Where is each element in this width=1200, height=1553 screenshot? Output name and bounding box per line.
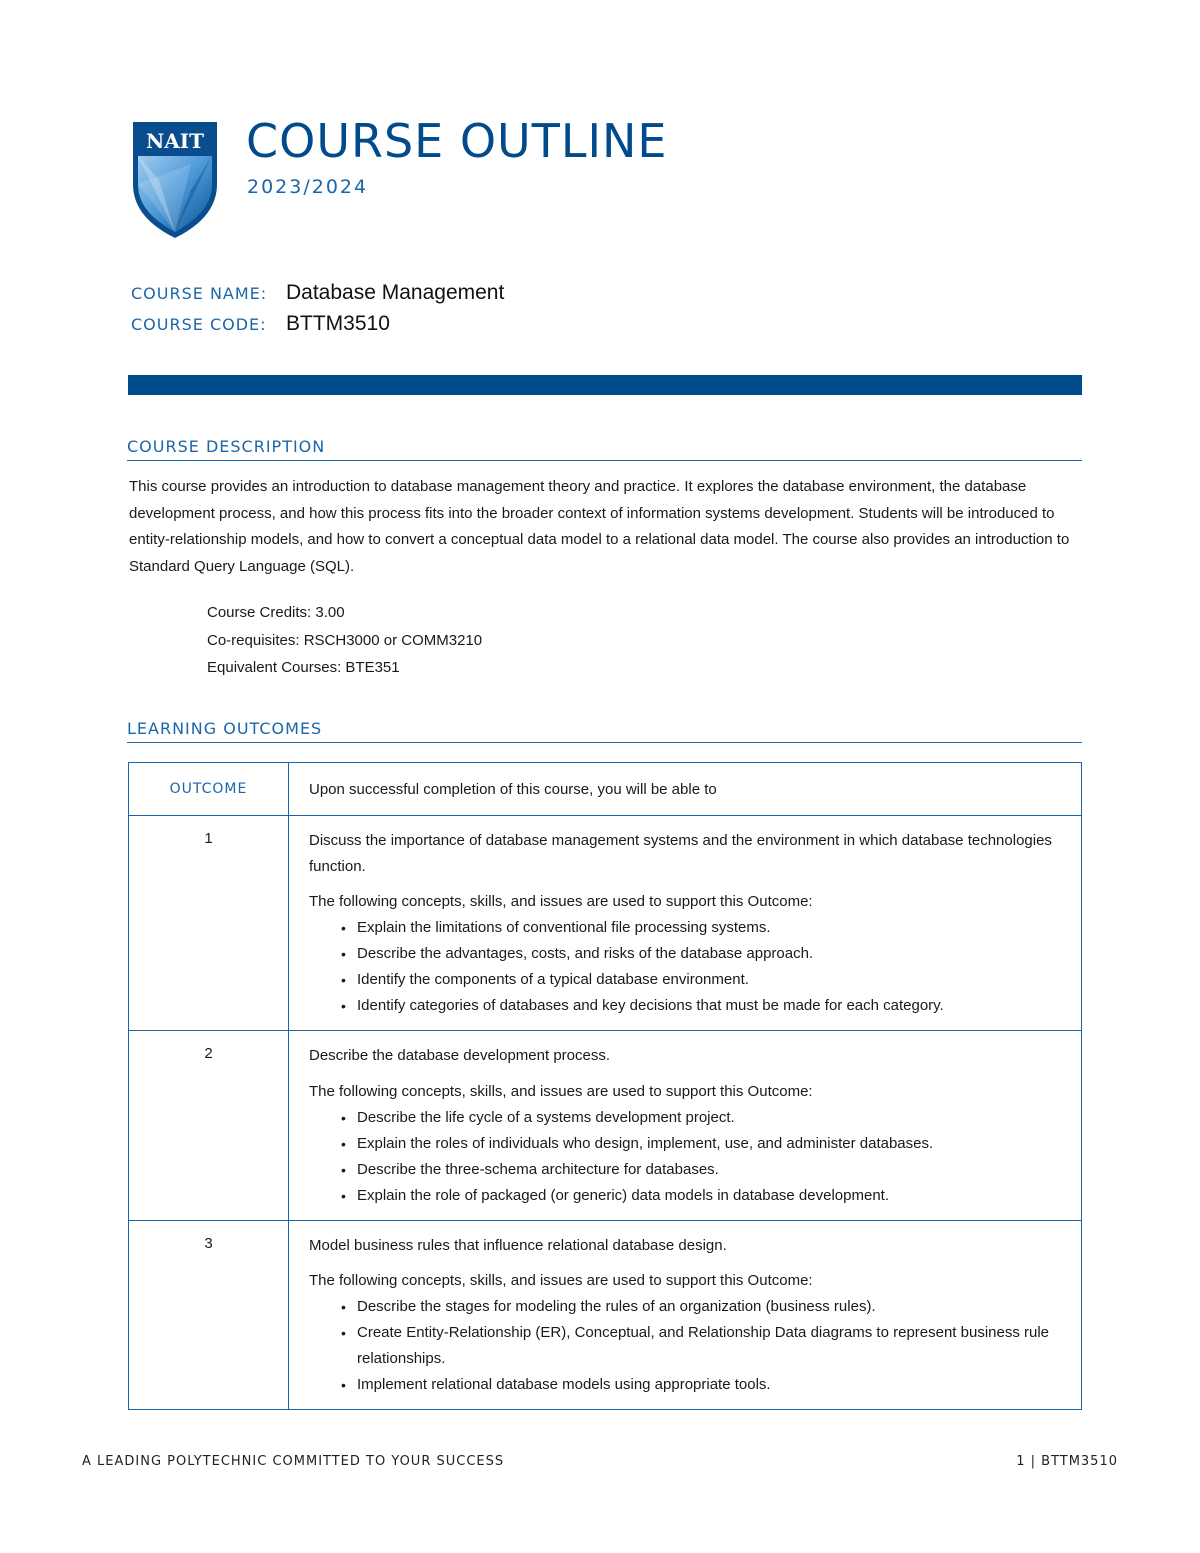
learning-outcomes-heading: LEARNING OUTCOMES — [127, 719, 1082, 743]
outcome-body — [289, 1220, 1082, 1410]
course-name-row — [131, 281, 504, 305]
list-item: • Describe the stages for modeling the rules of an organization (business rules). — [357, 1294, 1061, 1320]
list-item: • Describe the three-schema architecture for databases. — [357, 1157, 1061, 1183]
list-item: • Explain the role of packaged (or generic) data models in database development. — [357, 1183, 1061, 1209]
outcome-statement: Discuss the importance of database management systems and the environment in which database technologies function. — [309, 832, 1052, 875]
course-name-value: Database Management — [286, 281, 505, 304]
course-code-value: BTTM3510 — [286, 312, 390, 335]
table-header-row — [129, 763, 1082, 816]
course-description-text: This course provides an introduction to database management theory and practice. It explores the database environment, the database development process, and how this process fits into the broader context of information systems development. Students will be introduced to entity-relationship models, and how to convert a conceptual data model to a relational data model. The course also provides an introduction to Standard Query Language (SQL). — [129, 478, 1070, 575]
table-row — [129, 1031, 1082, 1221]
document-title: COURSE OUTLINE — [246, 114, 668, 168]
footer-page-number: 1 | BTTM3510 — [1016, 1454, 1118, 1469]
outcome-body — [289, 1031, 1082, 1221]
outcome-body — [289, 816, 1082, 1031]
list-item: • Explain the roles of individuals who design, implement, use, and administer databases. — [357, 1131, 1061, 1157]
outcome-support-lead: The following concepts, skills, and issues are used to support this Outcome: — [309, 893, 813, 910]
outcome-number: 3 — [129, 1220, 289, 1410]
table-row — [129, 816, 1082, 1031]
course-code-label: COURSE CODE: — [131, 315, 267, 334]
list-item: • Describe the life cycle of a systems development project. — [357, 1105, 1061, 1131]
outcome-column-header: OUTCOME — [129, 763, 289, 816]
outcome-support-lead: The following concepts, skills, and issues are used to support this Outcome: — [309, 1082, 813, 1100]
header-divider-band — [128, 375, 1082, 395]
list-item: • Identify categories of databases and key decisions that must be made for each category. — [357, 993, 1061, 1019]
nait-logo — [131, 120, 219, 240]
course-description-heading: COURSE DESCRIPTION — [127, 437, 1082, 461]
list-item: • Explain the limitations of conventional file processing systems. — [357, 915, 1061, 941]
outcome-number: 1 — [129, 816, 289, 1031]
logo-wordmark: NAIT — [145, 129, 205, 153]
list-item: • Implement relational database models using appropriate tools. — [357, 1372, 1061, 1398]
outcome-bullets — [309, 1294, 1061, 1398]
list-item: • Identify the components of a typical database environment. — [357, 967, 1061, 993]
outcome-number: 2 — [129, 1031, 289, 1221]
outcome-bullets — [309, 915, 1061, 1019]
outcome-intro-header: Upon successful completion of this course, you will be able to — [289, 763, 1082, 816]
outcome-support-lead: The following concepts, skills, and issues are used to support this Outcome: — [309, 1272, 813, 1289]
footer-tagline: A LEADING POLYTECHNIC COMMITTED TO YOUR SUCCESS — [82, 1454, 505, 1469]
course-name-label: COURSE NAME: — [131, 284, 268, 303]
outcome-statement: Model business rules that influence relational database design. — [309, 1236, 727, 1254]
list-item: • Describe the advantages, costs, and risks of the database approach. — [357, 941, 1061, 967]
outcome-statement: Describe the database development process. — [309, 1047, 611, 1064]
table-row — [129, 1220, 1082, 1410]
learning-outcomes-table — [128, 762, 1082, 1410]
equivalent-courses: Equivalent Courses: BTE351 — [207, 659, 400, 676]
outcome-bullets — [309, 1105, 1061, 1209]
list-item: • Create Entity-Relationship (ER), Conceptual, and Relationship Data diagrams to represent business rule relationships. — [357, 1320, 1061, 1372]
academic-year: 2023/2024 — [247, 176, 369, 198]
course-credits: Course Credits: 3.00 — [207, 604, 345, 621]
course-code-row — [131, 312, 390, 336]
course-corequisites: Co-requisites: RSCH3000 or COMM3210 — [207, 631, 483, 649]
course-facts — [207, 599, 482, 682]
